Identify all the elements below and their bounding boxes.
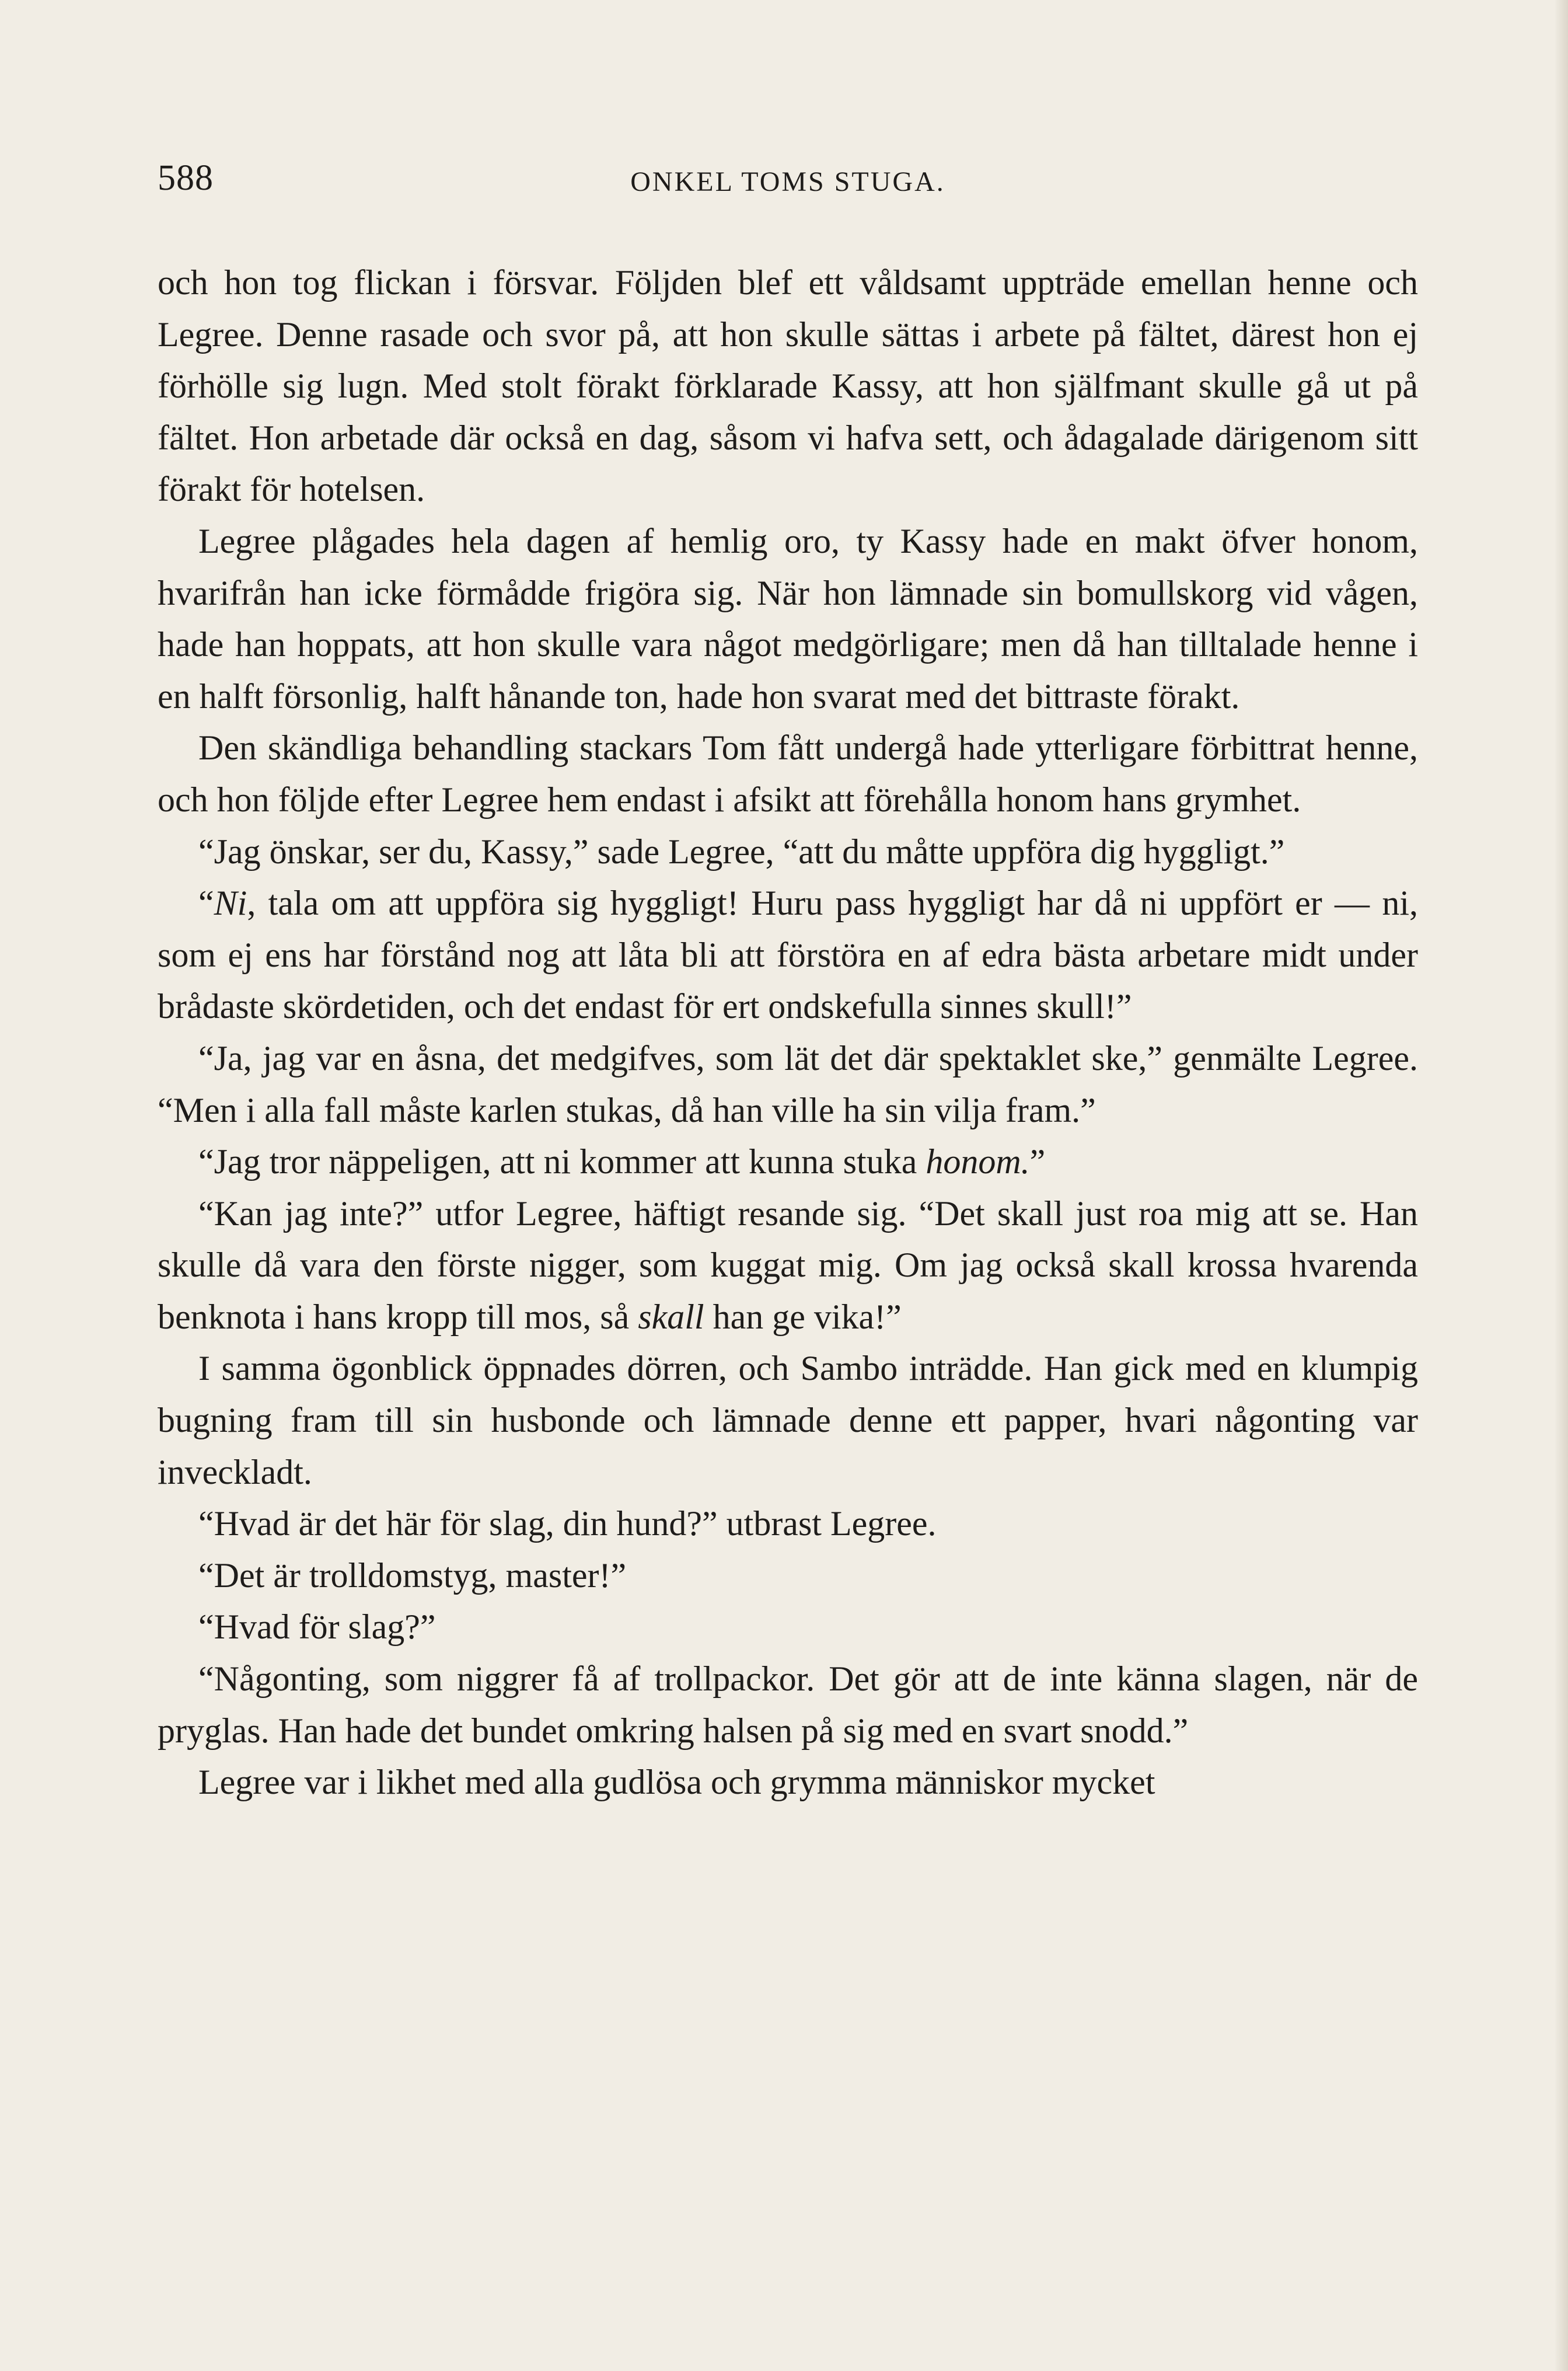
running-title: ONKEL TOMS STUGA. (630, 166, 945, 197)
paragraph: “Ja, jag var en åsna, det medgifves, som lät det där spektaklet ske,” genmälte Legree. “Men i alla fall måste karlen stukas, då han ville ha sin vilja fram.” (158, 1038, 1418, 1129)
paragraph (158, 1136, 1418, 1188)
paragraph-text: ” (1029, 1142, 1046, 1181)
paragraph: “Hvad för slag?” (198, 1608, 436, 1647)
emphasized-text: Ni (214, 884, 247, 923)
paragraph: “Någonting, som niggrer få af trollpackor. Det gör att de inte känna slagen, när de pryglas. Han hade det bundet omkring halsen på sig med en svart snodd.” (158, 1659, 1418, 1750)
body-text (158, 257, 1418, 1808)
paragraph-text: “Jag tror näppeligen, att ni kommer att kunna stuka (198, 1142, 926, 1181)
paragraph: “Hvad är det här för slag, din hund?” utbrast Legree. (198, 1504, 937, 1543)
page-header (158, 158, 1418, 204)
paragraph: Legree var i likhet med alla gudlösa och grymma människor mycket (198, 1763, 1155, 1802)
paragraph: I samma ögonblick öppnades dörren, och Sambo inträdde. Han gick med en klumpig bugning fram till sin husbonde och lämnade denne ett papper, hvari någonting var inveckladt. (158, 1349, 1418, 1491)
paragraph-text: “ (198, 884, 214, 923)
paragraph-text: , tala om att uppföra sig hyggligt! Huru pass hyggligt har då ni uppfört er — ni, som ej ens har förstånd nog att låta bli att förstöra en af edra bästa arbetare midt under brådaste skördetiden, och det endast för ert ondskefulla sinnes skull!” (158, 884, 1418, 1026)
paragraph (158, 877, 1418, 1033)
paragraph: Den skändliga behandling stackars Tom fått undergå hade ytterligare förbittrat henne, och hon följde efter Legree hem endast i afsikt att förehålla honom hans grymhet. (158, 728, 1418, 819)
paragraph-text: han ge vika!” (704, 1297, 902, 1336)
paragraph: “Jag önskar, ser du, Kassy,” sade Legree, “att du måtte uppföra dig hyggligt.” (198, 832, 1285, 871)
page-number: 588 (158, 158, 214, 198)
emphasized-text: honom. (926, 1142, 1030, 1181)
paragraph: “Det är trolldomstyg, master!” (198, 1556, 627, 1595)
page-edge (1555, 0, 1568, 2371)
emphasized-text: skall (638, 1297, 704, 1336)
paragraph (158, 1188, 1418, 1343)
paragraph-text: “Kan jag inte?” utfor Legree, häftigt resande sig. “Det skall just roa mig att se. Han skulle då vara den förste nigger, som kuggat mig. Om jag också skall krossa hvarenda benknota i hans kropp till mos, så (158, 1194, 1418, 1336)
paragraph: och hon tog flickan i försvar. Följden blef ett våldsamt uppträde emellan henne och Legree. Denne rasade och svor på, att hon skulle sättas i arbete på fältet, därest hon ej förhölle sig lugn. Med stolt förakt förklarade Kassy, att hon själfmant skulle gå ut på fältet. Hon arbetade där också en dag, såsom vi hafva sett, och ådagalade därigenom sitt förakt för hotelsen. (158, 263, 1418, 509)
paragraph: Legree plågades hela dagen af hemlig oro, ty Kassy hade en makt öfver honom, hvarifrån han icke förmådde frigöra sig. När hon lämnade sin bomullskorg vid vågen, hade han hoppats, att hon skulle vara något medgörligare; men då han tilltalade henne i en halft försonlig, halft hånande ton, hade hon svarat med det bittraste förakt. (158, 521, 1418, 716)
